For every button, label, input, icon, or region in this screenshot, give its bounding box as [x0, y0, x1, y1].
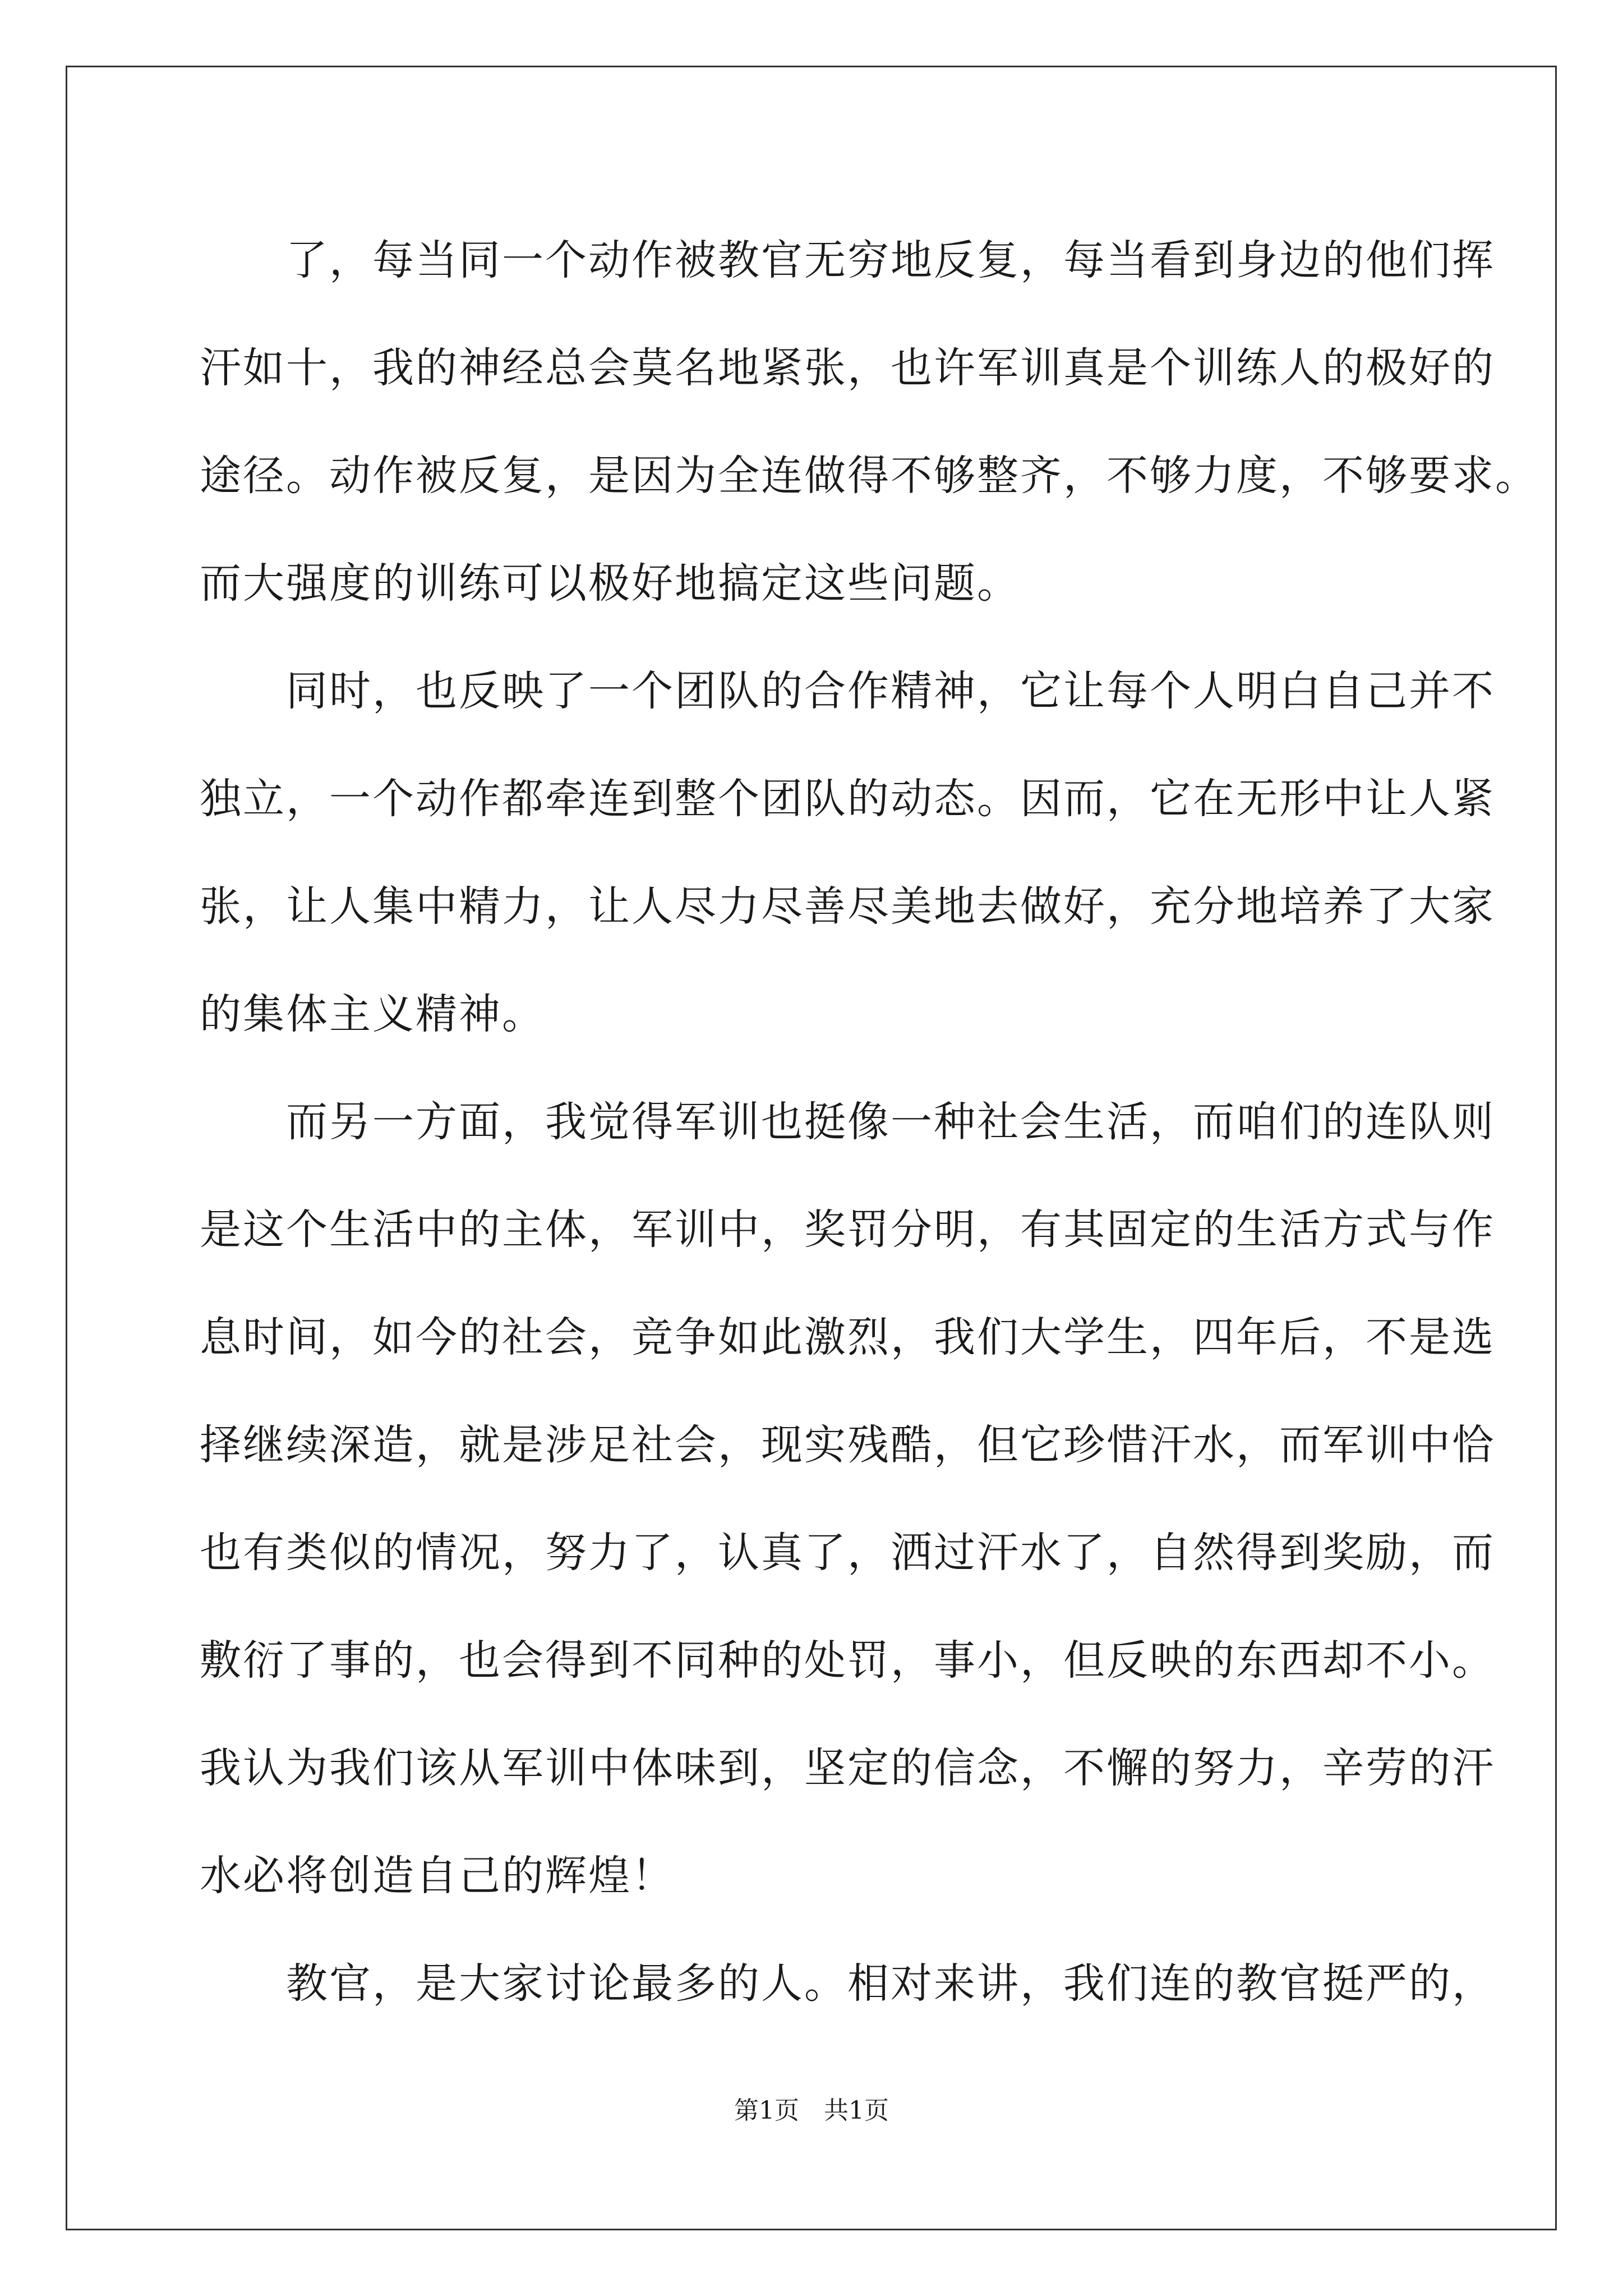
text-line: 独立，一个动作都牵连到整个团队的动态。因而，它在无形中让人紧 — [200, 775, 1495, 823]
text-line: 水必将创造自己的辉煌！ — [200, 1852, 675, 1900]
page-number-footer: 第1页 共1页 — [734, 2096, 889, 2125]
text-line: 了，每当同一个动作被教官无穷地反复，每当看到身边的他们挥 — [200, 236, 1495, 284]
text-line: 也有类似的情况，努力了，认真了，洒过汗水了，自然得到奖励，而 — [200, 1529, 1495, 1577]
text-line: 的集体主义精神。 — [200, 990, 545, 1038]
text-line: 择继续深造，就是涉足社会，现实残酷，但它珍惜汗水，而军训中恰 — [200, 1421, 1495, 1469]
document-body — [200, 206, 1538, 2037]
text-line: 而大强度的训练可以极好地搞定这些问题。 — [200, 559, 1020, 608]
text-line: 同时，也反映了一个团队的合作精神，它让每个人明白自己并不 — [200, 667, 1495, 715]
text-line: 是这个生活中的主体，军训中，奖罚分明，有其固定的生活方式与作 — [200, 1205, 1495, 1254]
text-line: 敷衍了事的，也会得到不同种的处罚，事小，但反映的东西却不小。 — [200, 1636, 1495, 1685]
text-line: 汗如十，我的神经总会莫名地紧张，也许军训真是个训练人的极好的 — [200, 344, 1495, 392]
text-line: 教官，是大家讨论最多的人。相对来讲，我们连的教官挺严的， — [200, 1959, 1495, 2008]
text-line: 而另一方面，我觉得军训也挺像一种社会生活，而咱们的连队则 — [200, 1098, 1495, 1146]
text-line: 张，让人集中精力，让人尽力尽善尽美地去做好，充分地培养了大家 — [200, 882, 1495, 931]
text-line: 我认为我们该从军训中体味到，坚定的信念，不懈的努力，辛劳的汗 — [200, 1744, 1495, 1792]
text-line: 途径。动作被反复，是因为全连做得不够整齐，不够力度，不够要求。 — [200, 452, 1538, 500]
text-line: 息时间，如今的社会，竞争如此激烈，我们大学生，四年后，不是选 — [200, 1313, 1495, 1361]
